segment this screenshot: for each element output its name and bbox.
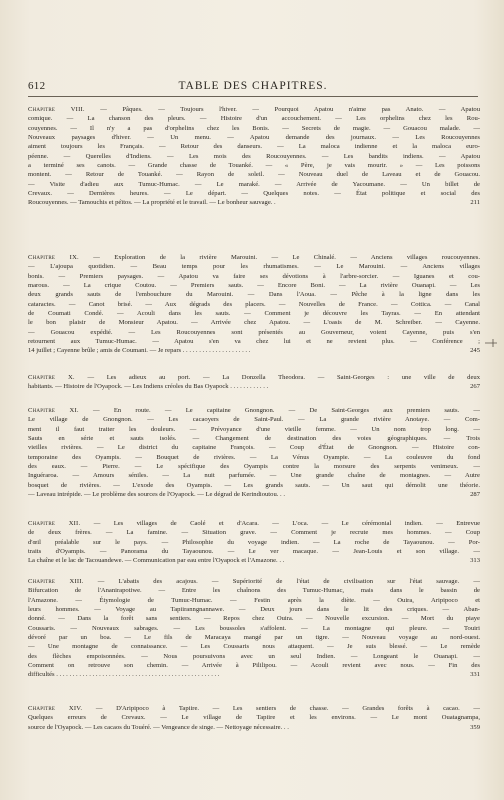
chapter-label: Chapitre IX.: [28, 254, 79, 261]
page-title: TABLE DES CHAPITRES.: [178, 80, 328, 92]
chapter-summary-text: 14 juillet ; Cayenne brûle ; amis de Coumani. — Je repars . . . . . . . . . . . . . . . . . . . . .: [28, 347, 251, 355]
chapter-summary-line: [28, 704, 480, 713]
chapter-summary-text: l'Amazone. — Étymologie de Tumuc-Humac. — Festin après la diète. — Ouira, Aripipoco et: [28, 596, 480, 604]
chapter-page-number: 331: [470, 671, 480, 679]
chapter-summary-line: [28, 723, 480, 732]
chapter-summary-line: [28, 406, 480, 415]
chapter-summary-text: le bon plaisir de Monsieur Apatou. — Arrivée chez Apatou. — L'oasis de M. Schreiber. — Cayenne.: [28, 319, 480, 327]
chapter-summary-text: de deux frères. — La famine. — Situation grave. — Comment je recrute mes hommes. — Coup: [28, 529, 480, 537]
chapter-page-number: 313: [470, 557, 480, 565]
chapter-entry: [28, 373, 480, 392]
chapter-summary-line: [28, 142, 480, 151]
page-header: [28, 80, 478, 94]
chapter-summary-line: [28, 318, 480, 327]
chapter-summary-text: Comment on retrouve son chemin. — Arrivée à Pililipou. — Acouli revient avec nous. — Fin des: [28, 662, 480, 670]
chapter-summary-line: [28, 462, 480, 471]
chapter-summary-line: [28, 272, 480, 281]
chapter-summary-line: [28, 262, 480, 271]
chapter-summary-text: traits d'Oyampis. — Panorama du Tayaounou. — Le ver macaque. — Jean-Louis et son village. —: [28, 548, 480, 556]
chapter-summary-text: comique. — La chanson des pleurs. — Histoire d'un accouchement. — Les orphelins chez les Rou-: [28, 115, 480, 123]
chapter-summary-text: donné. — Dans la forêt sans sentiers. — Repos chez Ouira. — Nouvelle excursion. — Mort du piaye: [28, 615, 480, 623]
chapter-summary-text: marous. — La crique Coutou. — Premiers sauts. — Encore Boni. — La rivière Ouanapi. — Les: [28, 282, 480, 290]
chapter-entry: [28, 105, 480, 208]
chapter-summary-line: [28, 528, 480, 537]
chapter-summary-text: — Gouacou expédié. — Les Roucouyennes sont présentés au Gouverneur, voient Cayenne, puis s'en: [28, 328, 480, 336]
chapter-label: Chapitre XII.: [28, 520, 81, 527]
chapter-summary-line: [28, 624, 480, 633]
chapter-summary-line: [28, 189, 480, 198]
chapter-label: Chapitre XI.: [28, 407, 79, 414]
chapter-summary-text: Roucouyennes. — Tamouchis et péïtos. — La propriété et le travail. — Le bonheur sauvage. .: [28, 199, 276, 207]
chapter-summary-line: [28, 577, 480, 586]
chapter-summary-text: — Exploration de la rivière Marouini. — Le Chinalé. — Anciens villages roucouyennes.: [93, 254, 480, 261]
chapter-summary-text: La chaîne et le lac de Tacouandewe. — Communication par eau entre l'Oyapock et l'Amazone. . .: [28, 557, 285, 565]
chapter-summary-line: [28, 614, 480, 623]
chapter-summary-line: [28, 337, 480, 346]
chapter-summary-line: [28, 309, 480, 318]
chapter-summary-text: — Une montagne de connaissance. — Les Coussaris nous attaquent. — Je suis blessé. — Le remède: [28, 643, 480, 651]
chapter-summary-text: de Coumati Condé. — Acouli dans les sauts. — Comment je découvre les Tayras. — En attendant: [28, 310, 480, 318]
chapter-entry: [28, 704, 480, 732]
chapter-page-number: 287: [470, 491, 480, 499]
chapter-summary-line: [28, 415, 480, 424]
pencil-mark-icon: [484, 338, 498, 348]
chapter-summary-line: [28, 443, 480, 452]
chapter-summary-text: bosquet de rivières. — L'exode des Oyampis. — Les grands sauts. — Un saut qui démolit une théorie.: [28, 481, 480, 489]
chapter-summary-line: [28, 670, 480, 679]
chapter-entry: [28, 406, 480, 499]
chapter-summary-text: habitants. — Histoire de l'Oyapock. — Les Indiens créoles du Bas Oyapock . . . . . . . . . . . .: [28, 383, 269, 391]
chapter-summary-line: [28, 281, 480, 290]
chapter-summary-line: [28, 105, 480, 114]
chapter-summary-text: — Les adieux au port. — La Donzella Theodora. — Saint-Georges : une ville de deux: [87, 374, 480, 381]
chapter-summary-line: [28, 198, 480, 207]
chapter-summary-text: a terminé ses canots. — Grande chasse de Touanké. — « Père, je vais mourir. » — Les poissons: [28, 162, 480, 170]
chapter-entry: [28, 577, 480, 680]
chapter-page-number: 267: [470, 383, 480, 391]
chapter-summary-text: source de l'Oyapock. — Les cacaos du Touéré. — Vengeance de singe. — Nettoyage nécessaire. . .: [28, 723, 289, 731]
chapter-summary-line: [28, 481, 480, 490]
chapter-summary-text: Crevaux. — Dernières heures. — Le départ. — Quelques notes. — État politique et social des: [28, 190, 480, 198]
chapter-summary-line: [28, 114, 480, 123]
chapter-summary-line: [28, 124, 480, 133]
chapter-summary-line: [28, 652, 480, 661]
chapter-label: Chapitre X.: [28, 374, 75, 381]
chapter-summary-text: Inguéraroa. — Amours séniles. — La nuit parfumée. — Une grande chaîne de montagnes. — Autre: [28, 472, 480, 480]
chapter-summary-text: Le village de Gnongnon. — Les cacaoyers de Saint-Paul. — La grande rivière Anotaye. — Com-: [28, 416, 480, 424]
chapter-summary-line: [28, 586, 480, 595]
chapter-summary-text: deux grands sauts de l'embouchure du Marouini. — Dans l'Aoua. — Pêche à la ligne dans les: [28, 291, 480, 299]
chapter-summary-text: retournent aux Tumuc-Humac. — Apatou s'en va chez lui et ne revient plus. — Conférence ;: [28, 338, 480, 346]
chapter-entry: [28, 253, 480, 356]
chapter-summary-line: [28, 556, 480, 565]
chapter-summary-line: [28, 180, 480, 189]
chapter-summary-line: [28, 519, 480, 528]
chapter-summary-text: ment il faut traiter les douleurs. — Prévoyance d'une vieille femme. — Un nom trop long. —: [28, 425, 480, 433]
chapter-summary-line: [28, 133, 480, 142]
chapter-summary-text: dévoré par un boa. — Le fils de Maracaya mangé par un tigre. — Nouveau voyage au nord-ouest.: [28, 634, 480, 642]
chapter-summary-text: d'œil préalable sur le pays. — Philosophie du voyage indien. — La roche de Tayaounou. — Por-: [28, 538, 480, 546]
chapter-summary-text: — D'Aripipoco à Tapiire. — Les sentiers de chasse. — Grandes forêts à cacao. —: [95, 705, 480, 712]
chapter-summary-text: montent. — Retour de Touanké. — Rayon de soleil. — Nouveau duel de Laveau et de Gouacou.: [28, 171, 480, 179]
chapter-summary-line: [28, 547, 480, 556]
chapter-summary-text: — Pâques. — Toujours l'hiver. — Pourquoi Apatou n'aime pas Anato. — Apatou: [100, 106, 480, 113]
chapter-summary-line: [28, 373, 480, 382]
chapter-page-number: 245: [470, 347, 480, 355]
chapter-summary-line: [28, 425, 480, 434]
chapter-summary-text: Bifurcation de l'Ananirapotiwe. — Entre les chaînons des Tumuc-Humac, mais dans le bassin de: [28, 587, 480, 595]
chapter-summary-line: [28, 490, 480, 499]
chapter-summary-line: [28, 642, 480, 651]
chapter-summary-line: [28, 346, 480, 355]
chapter-summary-text: des flèches empoisonnées. — Nous poursuivons avec un seul Indien. — Longeant le Ouanapi. —: [28, 652, 480, 660]
chapter-label: Chapitre XIV.: [28, 705, 83, 712]
header-rule: [28, 96, 478, 97]
chapter-summary-text: Sauts en série et sauts isolés. — Changement de destination des voies géographiques. — Trois: [28, 435, 480, 443]
page-number: 612: [28, 80, 46, 92]
chapter-summary-line: [28, 253, 480, 262]
chapter-summary-text: difficultés . . . . . . . . . . . . . . . . . . . . . . . . . . . . . . . . . . . . . . . . . . . . . . . . . .: [28, 671, 220, 679]
chapter-summary-line: [28, 300, 480, 309]
chapter-summary-line: [28, 170, 480, 179]
chapter-summary-text: Coussaris. — Nouveaux sabrages. — Les boussoles s'affolent. — La montagne qui pleure. — Touiri: [28, 624, 480, 632]
chapter-summary-text: Nouveaux paysages d'hiver. — Un menu. — Apatou demande des journaux. — Les Roucouyennes: [28, 134, 480, 142]
chapter-summary-text: — Laveau intrépide. — Le problème des sources de l'Oyapock. — Le dégrad de Kerindioutou. . .: [28, 491, 285, 499]
chapter-summary-text: Quelques erreurs de Crevaux. — Le village de Tapiire et les environs. — Le mont Ouatagnampa,: [28, 714, 480, 722]
chapter-summary-line: [28, 290, 480, 299]
chapter-summary-text: péenne. — Querelles d'Indiens. — Les mois des Roucouyennes. — Les bandits indiens. — Apatou: [28, 152, 480, 160]
chapter-summary-line: [28, 605, 480, 614]
chapter-summary-text: des eaux. — Pierre. — Le spécifique des Oyampis contre la morsure des serpents venimeux. —: [28, 463, 480, 471]
chapter-entry: [28, 519, 480, 566]
chapter-summary-line: [28, 538, 480, 547]
chapter-summary-text: — L'abatis des acajous. — Supériorité de l'état de civilisation sur l'état sauvage. —: [97, 578, 480, 585]
chapter-summary-text: leurs hommes. — Voyage au Tapiiranngnannawe. — Deux jours dans le lit des criques. — Aban-: [28, 606, 480, 614]
chapter-summary-line: [28, 434, 480, 443]
chapter-summary-text: — L'ajoupa quotidien. — Beau temps pour les rhumatismes. — Le Marouini. — Anciens villages: [28, 263, 480, 271]
chapter-label: Chapitre XIII.: [28, 578, 84, 585]
chapter-summary-line: [28, 382, 480, 391]
chapter-summary-text: — Visite d'adieu aux Tumuc-Humac. — Le maraké. — Arrivée de Yacoumane. — Un billet de: [28, 180, 480, 188]
chapter-summary-text: temporaine des Oyampis. — Bouquet de rivières. — La Vénus Oyampie. — La couleuvre du fond: [28, 453, 480, 461]
chapter-summary-text: couyennes. — Il n'y a pas d'orphelins chez les Bonis. — Secrets de magie. — Gouacou malade. —: [28, 124, 480, 132]
chapter-label: Chapitre VIII.: [28, 106, 85, 113]
chapter-summary-line: [28, 328, 480, 337]
chapter-summary-line: [28, 596, 480, 605]
chapter-summary-line: [28, 661, 480, 670]
chapter-summary-text: cataractes. — Canot brisé. — Aux dégrads des placers. — Nouvelles de France. — Cottica. — Canal: [28, 300, 480, 308]
chapter-summary-line: [28, 152, 480, 161]
chapter-summary-line: [28, 161, 480, 170]
chapter-summary-text: — En route. — Le capitaine Gnongnon. — De Saint-Georges aux premiers sauts. —: [93, 407, 480, 414]
chapter-summary-line: [28, 713, 480, 722]
chapter-summary-line: [28, 471, 480, 480]
chapter-summary-text: aiment toujours les Français. — Retour des danseurs. — La maloca indienne et la maloca euro-: [28, 143, 480, 151]
chapter-summary-text: bonis. — Premiers paysages. — Apatou va faire ses dévotions à l'arbre-sorcier. — Iguanes et cou-: [28, 272, 480, 280]
chapter-summary-line: [28, 633, 480, 642]
chapter-summary-text: — Les villages de Caolé et d'Acara. — L'oca. — Le cérémonial indien. — Entrevue: [93, 520, 480, 527]
chapter-summary-text: vieilles rivières. — Le district du capitaine François. — Coup d'État de Gnongnon. — Histoire con-: [28, 444, 480, 452]
chapter-summary-line: [28, 453, 480, 462]
chapter-page-number: 359: [470, 723, 480, 731]
chapter-page-number: 211: [470, 199, 480, 207]
